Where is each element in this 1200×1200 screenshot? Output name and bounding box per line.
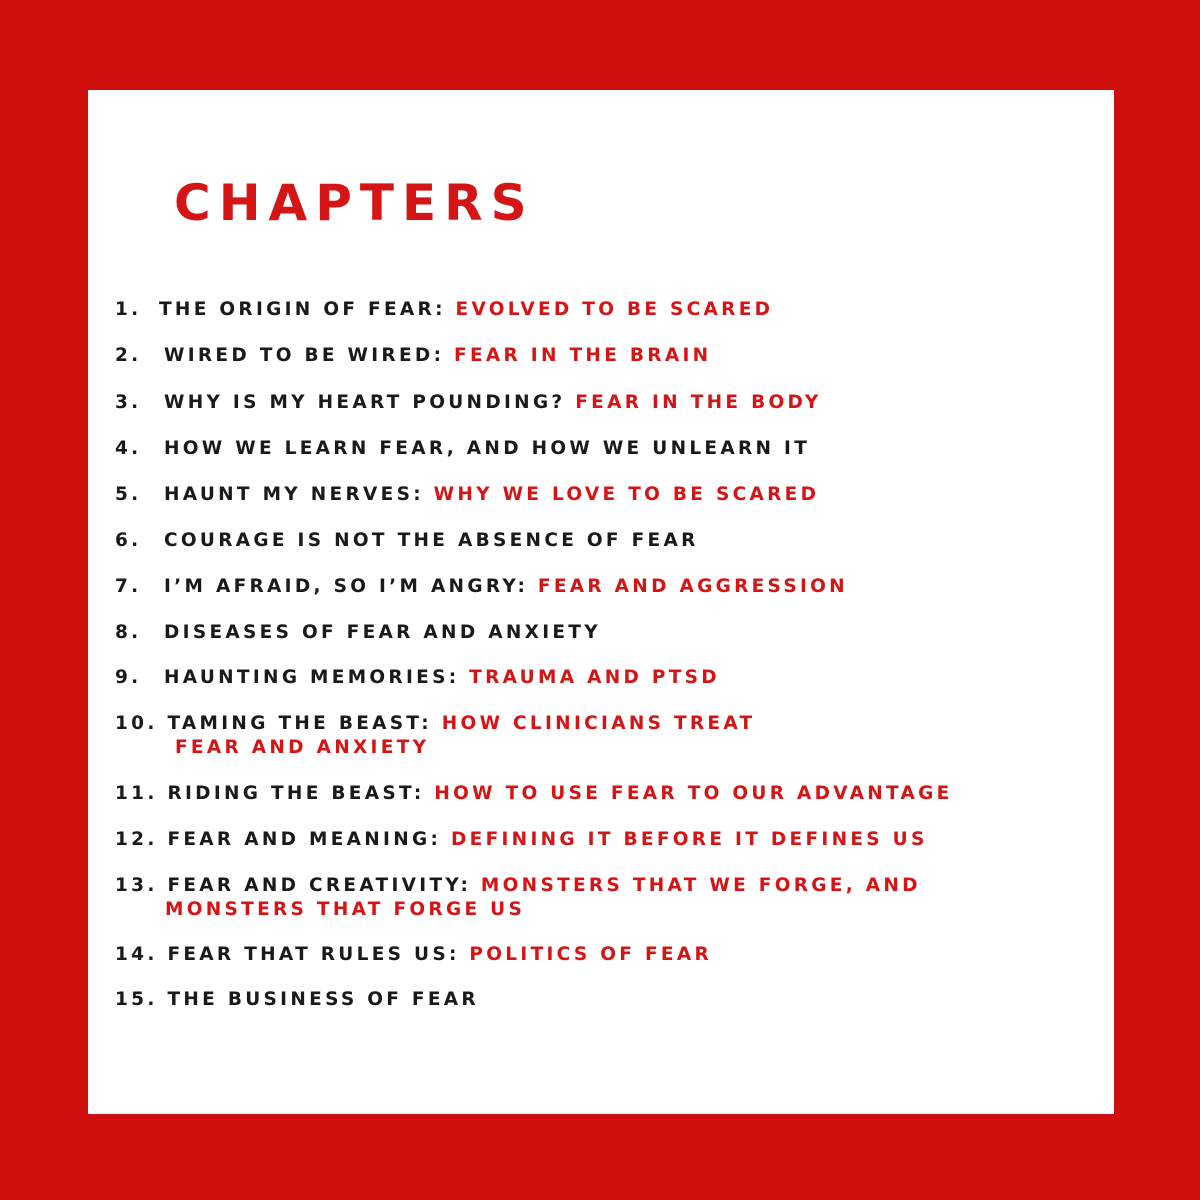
chapter-title: I’M AFRAID, SO I’M ANGRY:	[164, 576, 529, 597]
chapter-title: HAUNT MY NERVES:	[164, 484, 424, 505]
chapter-number: 1.	[115, 299, 142, 320]
chapter-subtitle: FEAR IN THE BODY	[575, 392, 822, 413]
chapter-number: 4.	[115, 438, 142, 459]
chapter-number: 13.	[115, 875, 158, 896]
chapter-item	[115, 483, 819, 507]
chapter-item	[115, 874, 921, 922]
chapter-title: THE ORIGIN OF FEAR:	[159, 299, 446, 320]
chapter-title: FEAR THAT RULES US:	[167, 944, 460, 965]
chapter-number: 9.	[115, 667, 142, 688]
chapter-item	[115, 298, 773, 322]
chapter-number: 3.	[115, 392, 142, 413]
chapter-number: 14.	[115, 944, 158, 965]
chapter-subtitle: WHY WE LOVE TO BE SCARED	[433, 484, 820, 505]
chapter-subtitle: HOW TO USE FEAR TO OUR ADVANTAGE	[434, 783, 953, 804]
chapter-subtitle-continuation: FEAR AND ANXIETY	[175, 737, 430, 758]
chapter-item	[115, 988, 479, 1012]
chapter-item	[115, 529, 699, 553]
chapter-number: 11.	[115, 783, 158, 804]
chapter-item	[115, 391, 822, 415]
chapter-item	[115, 712, 755, 760]
chapter-title: HOW WE LEARN FEAR, AND HOW WE UNLEARN IT	[164, 438, 811, 459]
chapter-item	[115, 666, 720, 690]
chapter-title: HAUNTING MEMORIES:	[164, 667, 460, 688]
chapter-item	[115, 344, 711, 368]
chapter-number: 7.	[115, 576, 142, 597]
chapter-subtitle-continuation: MONSTERS THAT FORGE US	[165, 899, 526, 920]
chapter-number: 15.	[115, 989, 158, 1010]
chapter-number: 5.	[115, 484, 142, 505]
chapter-number: 6.	[115, 530, 142, 551]
chapter-number: 2.	[115, 345, 142, 366]
chapter-title: WIRED TO BE WIRED:	[164, 345, 445, 366]
chapter-item	[115, 782, 953, 806]
chapter-title: THE BUSINESS OF FEAR	[167, 989, 479, 1010]
chapter-subtitle: POLITICS OF FEAR	[469, 944, 713, 965]
chapter-number: 10.	[115, 713, 158, 734]
chapter-title: TAMING THE BEAST:	[167, 713, 433, 734]
chapter-item	[115, 437, 810, 461]
chapter-title: COURAGE IS NOT THE ABSENCE OF FEAR	[164, 530, 699, 551]
chapter-subtitle: MONSTERS THAT WE FORGE, AND	[480, 875, 921, 896]
chapter-title: FEAR AND MEANING:	[167, 829, 442, 850]
chapter-number: 12.	[115, 829, 158, 850]
chapter-subtitle: TRAUMA AND PTSD	[469, 667, 720, 688]
chapter-subtitle: FEAR IN THE BRAIN	[454, 345, 712, 366]
chapter-subtitle: HOW CLINICIANS TREAT	[441, 713, 756, 734]
chapter-subtitle: DEFINING IT BEFORE IT DEFINES US	[450, 829, 928, 850]
page-title: CHAPTERS	[174, 174, 535, 232]
content-card	[88, 90, 1114, 1114]
chapter-title: DISEASES OF FEAR AND ANXIETY	[164, 622, 601, 643]
chapter-subtitle: FEAR AND AGGRESSION	[537, 576, 848, 597]
chapter-item	[115, 828, 928, 852]
chapter-title: FEAR AND CREATIVITY:	[167, 875, 472, 896]
chapter-subtitle: EVOLVED TO BE SCARED	[455, 299, 774, 320]
chapter-item	[115, 575, 848, 599]
chapter-item	[115, 943, 712, 967]
chapter-item	[115, 621, 601, 645]
chapter-number: 8.	[115, 622, 142, 643]
chapter-title: WHY IS MY HEART POUNDING?	[164, 392, 566, 413]
chapter-title: RIDING THE BEAST:	[167, 783, 425, 804]
